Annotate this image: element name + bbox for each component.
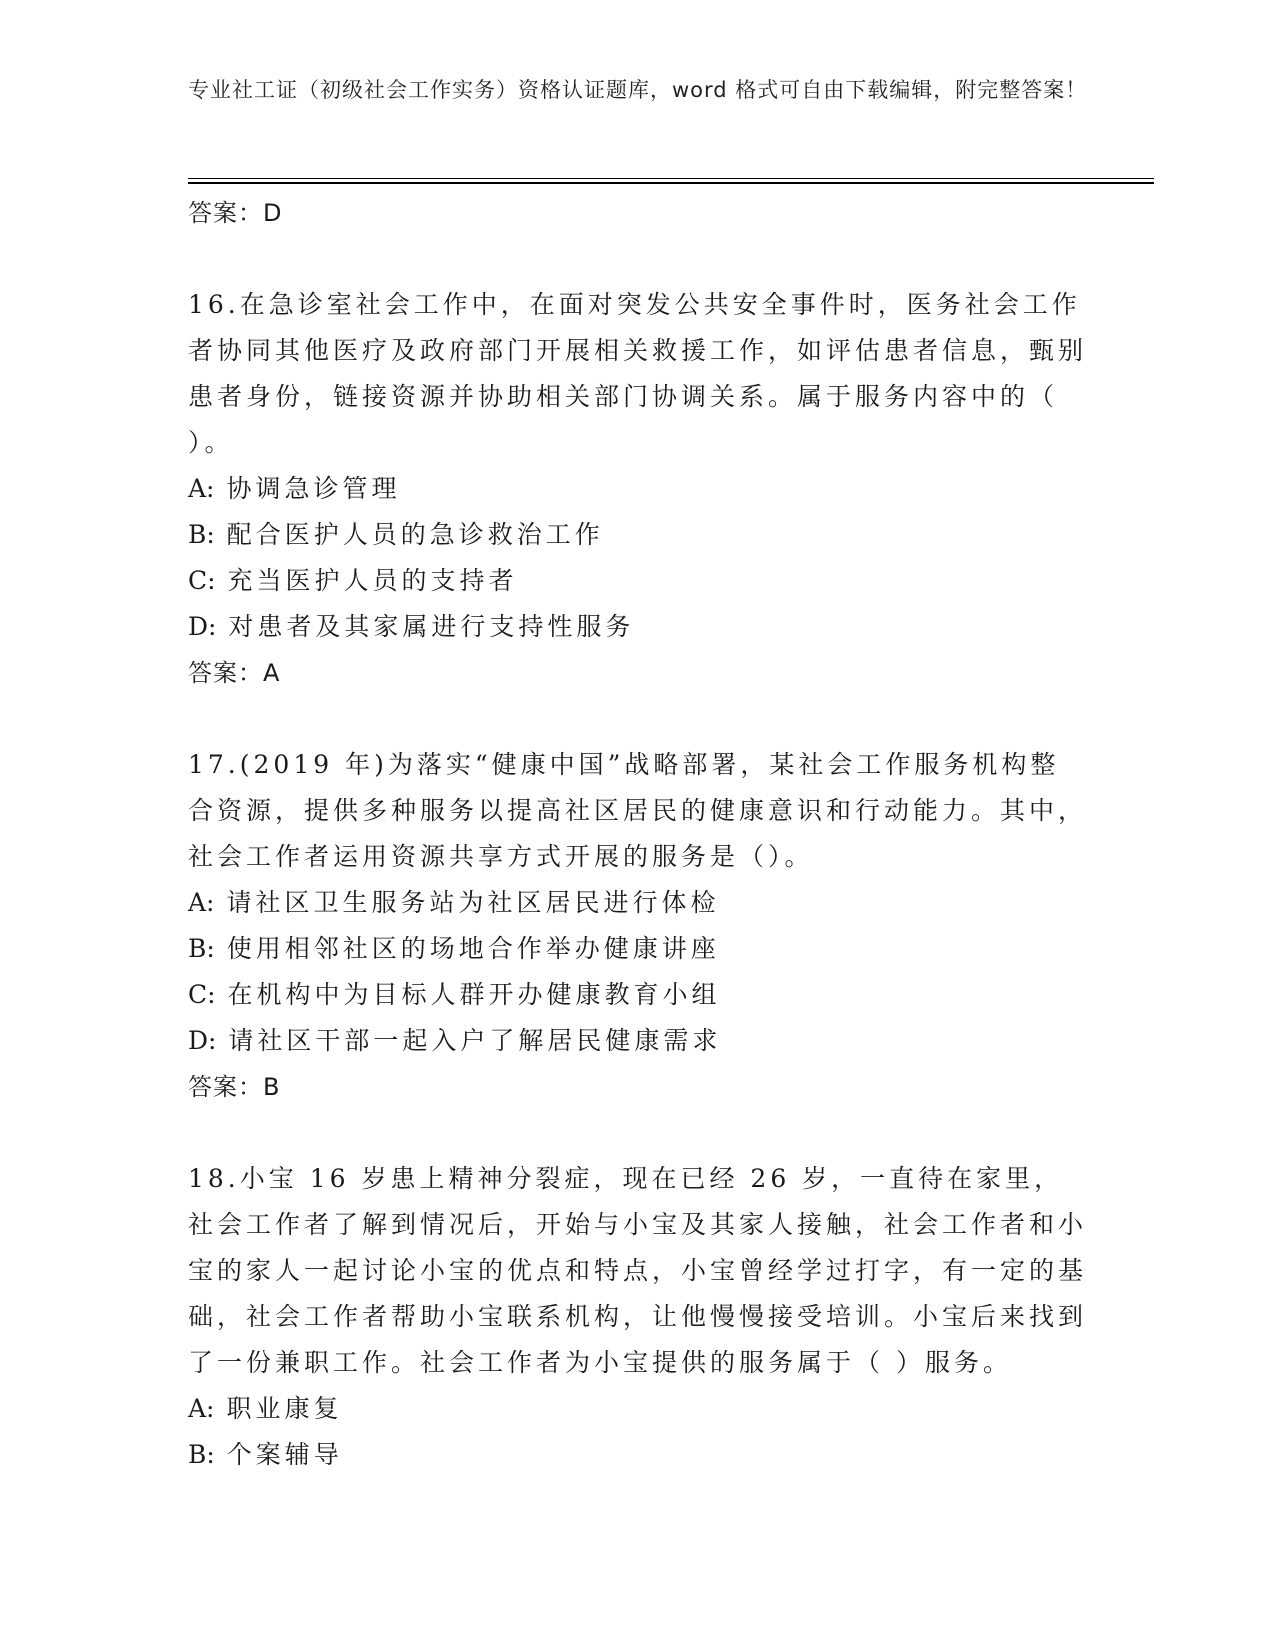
question-18 [188, 1156, 1088, 1478]
spacer [188, 1110, 1088, 1156]
question-answer: 答案：B [188, 1073, 281, 1101]
option-letter: A: [188, 888, 215, 917]
page-header [188, 74, 1088, 106]
option-text: 在机构中为目标人群开办健康教育小组 [227, 980, 721, 1009]
option-letter: D: [188, 612, 217, 641]
option-text: 个案辅导 [226, 1440, 343, 1469]
option-text: 使用相邻社区的场地合作举办健康讲座 [226, 934, 720, 963]
option-a [188, 1386, 1088, 1432]
option-text: 请社区干部一起入户了解居民健康需求 [228, 1026, 722, 1055]
option-c [188, 972, 1088, 1018]
option-letter: D: [188, 1026, 217, 1055]
spacer [188, 236, 1088, 282]
question-stem: 17.(2019 年)为落实“健康中国”战略部署，某社会工作服务机构整合资源，提供多种服务以提高社区居民的健康意识和行动能力。其中，社会工作者运用资源共享方式开展的服务是（）。 [188, 750, 1088, 871]
option-letter: C: [188, 980, 216, 1009]
option-text: 充当医护人员的支持者 [227, 566, 518, 595]
option-text: 配合医护人员的急诊救治工作 [226, 520, 604, 549]
option-b [188, 1432, 1088, 1478]
option-a [188, 880, 1088, 926]
question-stem: 18.小宝 16 岁患上精神分裂症，现在已经 26 岁，一直待在家里，社会工作者了解到情况后，开始与小宝及其家人接触，社会工作者和小宝的家人一起讨论小宝的优点和特点，小宝曾经学过打字，有一定的基础，社会工作者帮助小宝联系机构，让他慢慢接受培训。小宝后来找到了一份兼职工作。社会工作者为小宝提供的服务属于（ ）服务。 [188, 1164, 1088, 1377]
option-b [188, 512, 1088, 558]
question-answer: 答案：A [188, 659, 281, 687]
question-stem: 16.在急诊室社会工作中，在面对突发公共安全事件时，医务社会工作者协同其他医疗及政府部门开展相关救援工作，如评估患者信息，甄别患者身份，链接资源并协助相关部门协调关系。属于服务内容中的（ ）。 [188, 290, 1117, 457]
previous-answer: 答案：D [188, 199, 283, 227]
option-text: 职业康复 [226, 1394, 343, 1423]
question-16 [188, 282, 1117, 696]
option-letter: B: [188, 520, 215, 549]
spacer [188, 696, 1088, 742]
option-d [188, 604, 1088, 650]
option-letter: B: [188, 934, 215, 963]
header-text: 专业社工证（初级社会工作实务）资格认证题库，word 格式可自由下载编辑，附完整答案！ [188, 78, 1088, 102]
option-d [188, 1018, 1088, 1064]
option-a [188, 466, 1088, 512]
option-text: 协调急诊管理 [226, 474, 401, 503]
option-letter: A: [188, 474, 215, 503]
header-rule-thin [188, 178, 1154, 179]
option-letter: A: [188, 1394, 215, 1423]
document-body [188, 190, 1117, 1478]
header-rule-thick [188, 182, 1154, 184]
option-b [188, 926, 1088, 972]
question-17 [188, 742, 1088, 1110]
option-text: 对患者及其家属进行支持性服务 [228, 612, 635, 641]
option-letter: B: [188, 1440, 215, 1469]
option-text: 请社区卫生服务站为社区居民进行体检 [226, 888, 720, 917]
option-c [188, 558, 1088, 604]
option-letter: C: [188, 566, 216, 595]
